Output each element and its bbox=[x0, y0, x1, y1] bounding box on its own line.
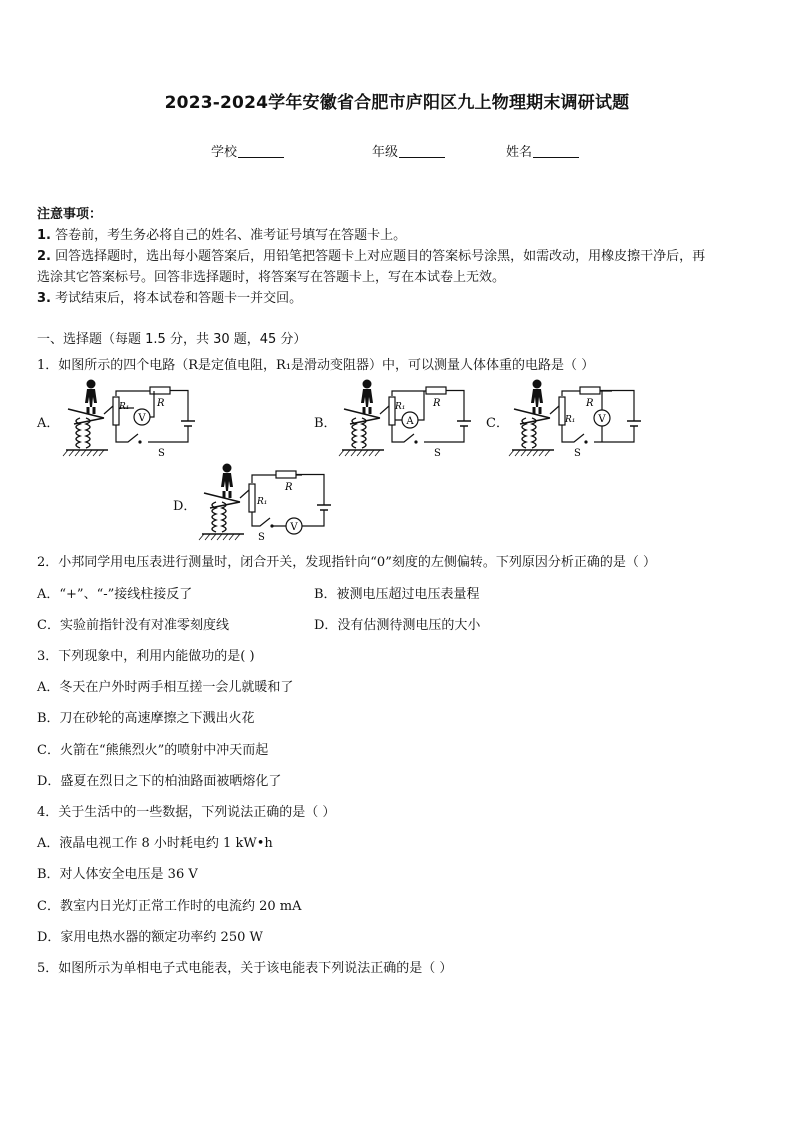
q2-option-c[interactable]: C．实验前指针没有对准零刻度线 bbox=[37, 618, 229, 633]
circuit-b-s-label: S bbox=[434, 448, 441, 459]
circuit-a-meter-label: V bbox=[138, 413, 146, 424]
q1-option-d-label[interactable]: D． bbox=[173, 499, 197, 514]
q3-option-b[interactable]: B．刀在砂轮的高速摩擦之下溅出火花 bbox=[37, 711, 255, 726]
q4-stem: 4．关于生活中的一些数据，下列说法正确的是（ ） bbox=[37, 805, 336, 820]
q1-option-c-label[interactable]: C． bbox=[486, 416, 509, 431]
q2-option-d[interactable]: D．没有估测待测电压的大小 bbox=[314, 618, 481, 633]
circuit-a-s-label: S bbox=[158, 448, 165, 459]
q1-circuit-c bbox=[506, 378, 646, 460]
grade-field[interactable] bbox=[372, 141, 445, 160]
circuit-d-s-label: S bbox=[258, 532, 265, 543]
notes-heading: 注意事项： bbox=[37, 207, 103, 222]
q3-option-c[interactable]: C．火箭在“熊熊烈火”的喷射中冲天而起 bbox=[37, 743, 269, 758]
grade-label: 年级 bbox=[372, 145, 399, 160]
q1-circuit-b bbox=[336, 378, 476, 460]
circuit-c-meter-label: V bbox=[598, 414, 606, 425]
school-blank[interactable] bbox=[238, 144, 284, 158]
circuit-d-r-label: R bbox=[285, 482, 293, 493]
q3-option-d[interactable]: D．盛夏在烈日之下的柏油路面被晒熔化了 bbox=[37, 774, 282, 789]
q1-circuit-a bbox=[60, 378, 200, 460]
q4-option-c[interactable]: C．教室内日光灯正常工作时的电流约 20 mA bbox=[37, 899, 302, 914]
q1-option-a-label[interactable]: A． bbox=[37, 416, 60, 431]
circuit-b-drawing bbox=[339, 380, 471, 457]
note-item-continued: 选涂其它答案标号。回答非选择题时，将答案写在答题卡上，写在本试卷上无效。 bbox=[37, 270, 506, 285]
circuit-c-r1-label: R₁ bbox=[565, 415, 576, 425]
circuit-d-meter-label: V bbox=[290, 522, 298, 533]
circuit-d-r1-label: R₁ bbox=[257, 497, 268, 507]
circuit-b-r-label: R bbox=[433, 398, 441, 409]
name-blank[interactable] bbox=[533, 144, 579, 158]
note-item: 1. 答卷前，考生务必将自己的姓名、准考证号填写在答题卡上。 bbox=[37, 228, 407, 243]
q4-option-b[interactable]: B．对人体安全电压是 36 V bbox=[37, 867, 198, 882]
q2-option-a[interactable]: A．“+”、“-”接线柱接反了 bbox=[37, 587, 193, 602]
page-title: 2023-2024学年安徽省合肥市庐阳区九上物理期末调研试题 bbox=[164, 93, 630, 113]
q3-stem: 3．下列现象中，利用内能做功的是( ) bbox=[37, 649, 255, 664]
q1-stem: 1．如图所示的四个电路（R是定值电阻，R₁是滑动变阻器）中，可以测量人体体重的电路是（ ） bbox=[37, 358, 595, 373]
q2-option-b[interactable]: B．被测电压超过电压表量程 bbox=[314, 587, 480, 602]
grade-blank[interactable] bbox=[399, 144, 445, 158]
circuit-b-r1-label: R₁ bbox=[395, 402, 406, 412]
name-field[interactable] bbox=[506, 141, 579, 160]
section-heading: 一、选择题（每题 1.5 分，共 30 题，45 分） bbox=[37, 332, 307, 347]
circuit-a-drawing bbox=[63, 380, 195, 457]
note-item: 3. 考试结束后，将本试卷和答题卡一并交回。 bbox=[37, 291, 303, 306]
circuit-a-r1-label: R₁ bbox=[119, 402, 130, 412]
circuit-b-meter-label: A bbox=[406, 416, 414, 427]
q2-stem: 2．小邦同学用电压表进行测量时，闭合开关，发现指针向“0”刻度的左侧偏转。下列原因分析正确的是（ ） bbox=[37, 555, 656, 570]
q1-option-b-label[interactable]: B． bbox=[314, 416, 337, 431]
circuit-a-r-label: R bbox=[157, 398, 165, 409]
school-field[interactable] bbox=[211, 141, 284, 160]
note-item: 2. 回答选择题时，选出每小题答案后，用铅笔把答题卡上对应题目的答案标号涂黑，如需改动，用橡皮擦干净后，再 bbox=[37, 249, 706, 264]
circuit-c-r-label: R bbox=[586, 398, 594, 409]
name-label: 姓名 bbox=[506, 145, 533, 160]
q1-circuit-d bbox=[196, 462, 336, 544]
q4-option-a[interactable]: A．液晶电视工作 8 小时耗电约 1 kW•h bbox=[37, 836, 273, 851]
q3-option-a[interactable]: A．冬天在户外时两手相互搓一会儿就暖和了 bbox=[37, 680, 294, 695]
q4-option-d[interactable]: D．家用电热水器的额定功率约 250 W bbox=[37, 930, 263, 945]
circuit-c-s-label: S bbox=[574, 448, 581, 459]
school-label: 学校 bbox=[211, 145, 238, 160]
q5-stem: 5．如图所示为单相电子式电能表，关于该电能表下列说法正确的是（ ） bbox=[37, 961, 453, 976]
